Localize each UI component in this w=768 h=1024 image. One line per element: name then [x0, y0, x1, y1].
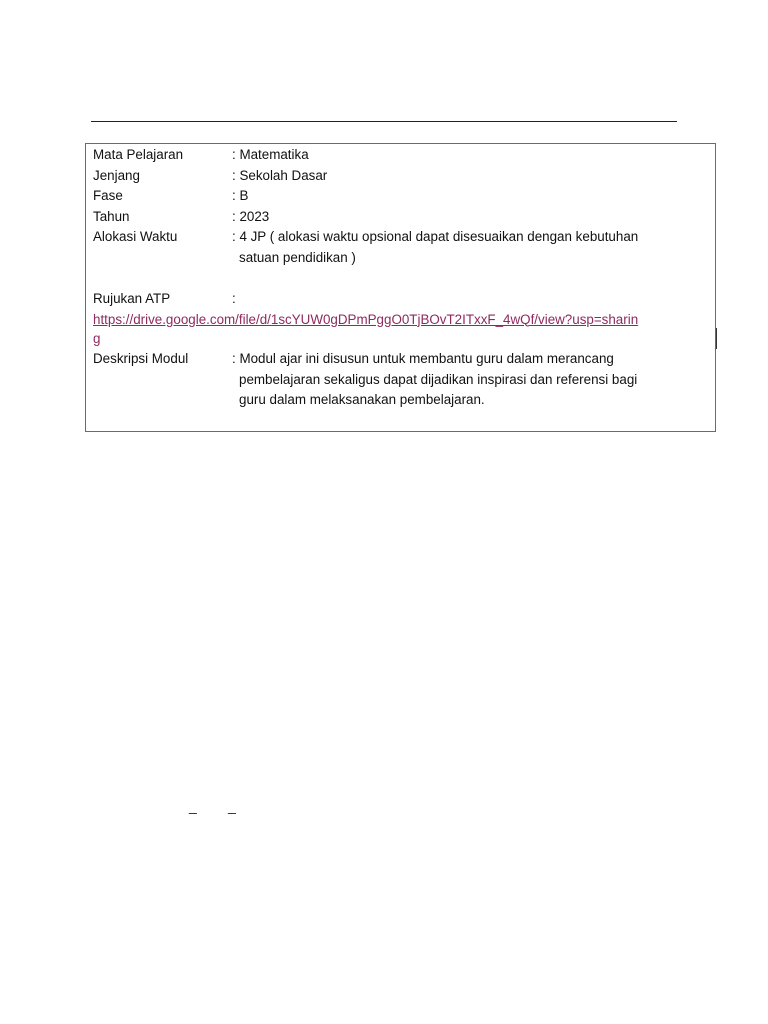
field-row-tahun [93, 207, 269, 228]
field-value-continuation: guru dalam melaksanakan pembelajaran. [239, 392, 485, 407]
field-value: : 4 JP ( alokasi waktu opsional dapat disesuaikan dengan kebutuhan [232, 229, 639, 244]
field-label: Deskripsi Modul [93, 351, 189, 366]
field-label: Rujukan ATP [93, 291, 171, 306]
field-label: Alokasi Waktu [93, 229, 178, 244]
atp-drive-link-wrap[interactable]: g [93, 331, 101, 346]
field-value: : Sekolah Dasar [232, 167, 328, 183]
field-label: Jenjang [93, 167, 140, 183]
field-row-mata-pelajaran [93, 145, 309, 166]
field-label: Fase [93, 188, 123, 203]
field-label: Mata Pelajaran [93, 147, 184, 162]
field-value-continuation: pembelajaran sekaligus dapat dijadikan inspirasi dan referensi bagi [239, 371, 638, 387]
stray-underscore-mark: _ [228, 798, 236, 814]
field-value: : B [232, 188, 249, 203]
field-row-deskripsi-modul [93, 349, 614, 370]
field-label: Tahun [93, 208, 130, 224]
field-row-jenjang [93, 166, 327, 187]
field-value: : 2023 [232, 208, 270, 224]
field-value-continuation: satuan pendidikan ) [239, 249, 356, 265]
header-rule [91, 121, 677, 122]
module-info-box [85, 143, 716, 432]
atp-drive-link[interactable]: https://drive.google.com/file/d/1scYUW0gDPmPggO0TjBOvT2ITxxF_4wQf/view?usp=sharin [93, 311, 639, 327]
field-separator: : [232, 291, 236, 306]
field-value: : Matematika [232, 147, 309, 162]
margin-tick [716, 328, 717, 349]
field-row-rujukan-atp [93, 289, 236, 310]
field-row-alokasi-waktu [93, 227, 638, 248]
field-row-fase [93, 186, 248, 207]
stray-underscore-mark: _ [189, 798, 197, 814]
field-value: : Modul ajar ini disusun untuk membantu guru dalam merancang [232, 351, 614, 366]
